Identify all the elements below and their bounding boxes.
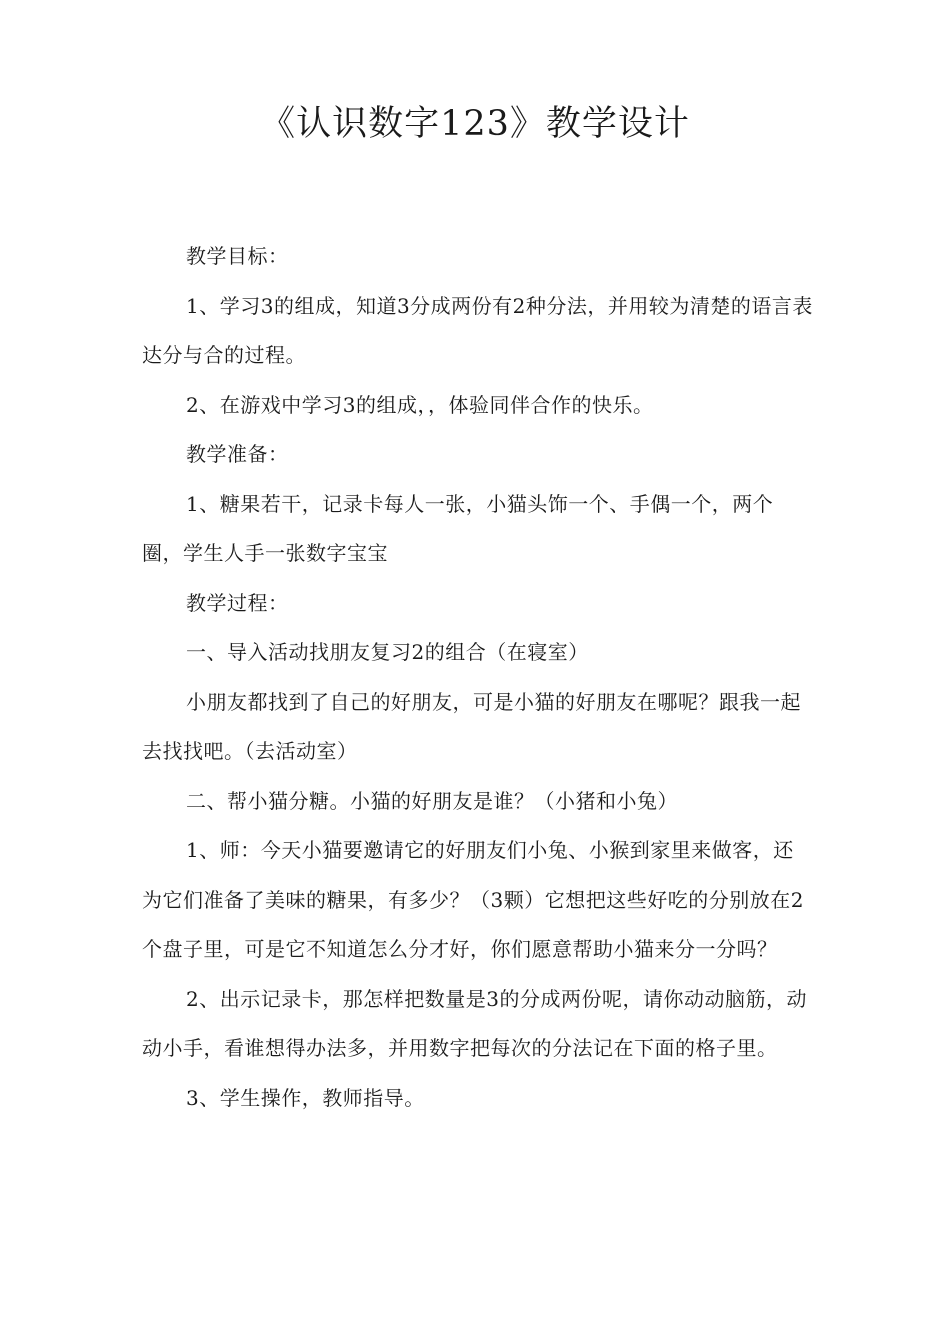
process-paragraph: 小朋友都找到了自己的好朋友，可是小猫的好朋友在哪呢？跟我一起去找找吧。（去活动室） <box>142 689 801 763</box>
process-section-2: 二、帮小猫分糖。小猫的好朋友是谁？（小猪和小兔） <box>186 788 678 813</box>
goal-item-1: 1、学习3的组成，知道3分成两份有2种分法，并用较为清楚的语言表达分与合的过程。 <box>142 293 813 367</box>
document-body <box>142 232 814 1123</box>
process-step-1: 1、师：今天小猫要邀请它的好朋友们小兔、小猴到家里来做客，还为它们准备了美味的糖果，有多少？（3颗）它想把这些好吃的分别放在2个盘子里，可是它不知道怎么分才好，你们愿意帮助小猫来分一分吗？ <box>142 838 804 961</box>
heading-teaching-process: 教学过程： <box>186 590 289 615</box>
process-step-3: 3、学生操作，教师指导。 <box>186 1085 425 1110</box>
document-title: 《认识数字123》教学设计 <box>260 104 690 144</box>
heading-teaching-goals: 教学目标： <box>186 244 289 268</box>
process-step-2: 2、出示记录卡，那怎样把数量是3的分成两份呢，请你动动脑筋，动动小手，看谁想得办法多，并用数字把每次的分法记在下面的格子里。 <box>142 986 807 1060</box>
process-section-1: 一、导入活动找朋友复习2的组合（在寝室） <box>186 640 589 664</box>
heading-teaching-preparation: 教学准备： <box>186 442 289 466</box>
preparation-item-1: 1、糖果若干，记录卡每人一张，小猫头饰一个、手偶一个，两个圈，学生人手一张数字宝宝 <box>142 491 774 565</box>
goal-item-2: 2、在游戏中学习3的组成，，体验同伴合作的快乐。 <box>186 392 654 417</box>
